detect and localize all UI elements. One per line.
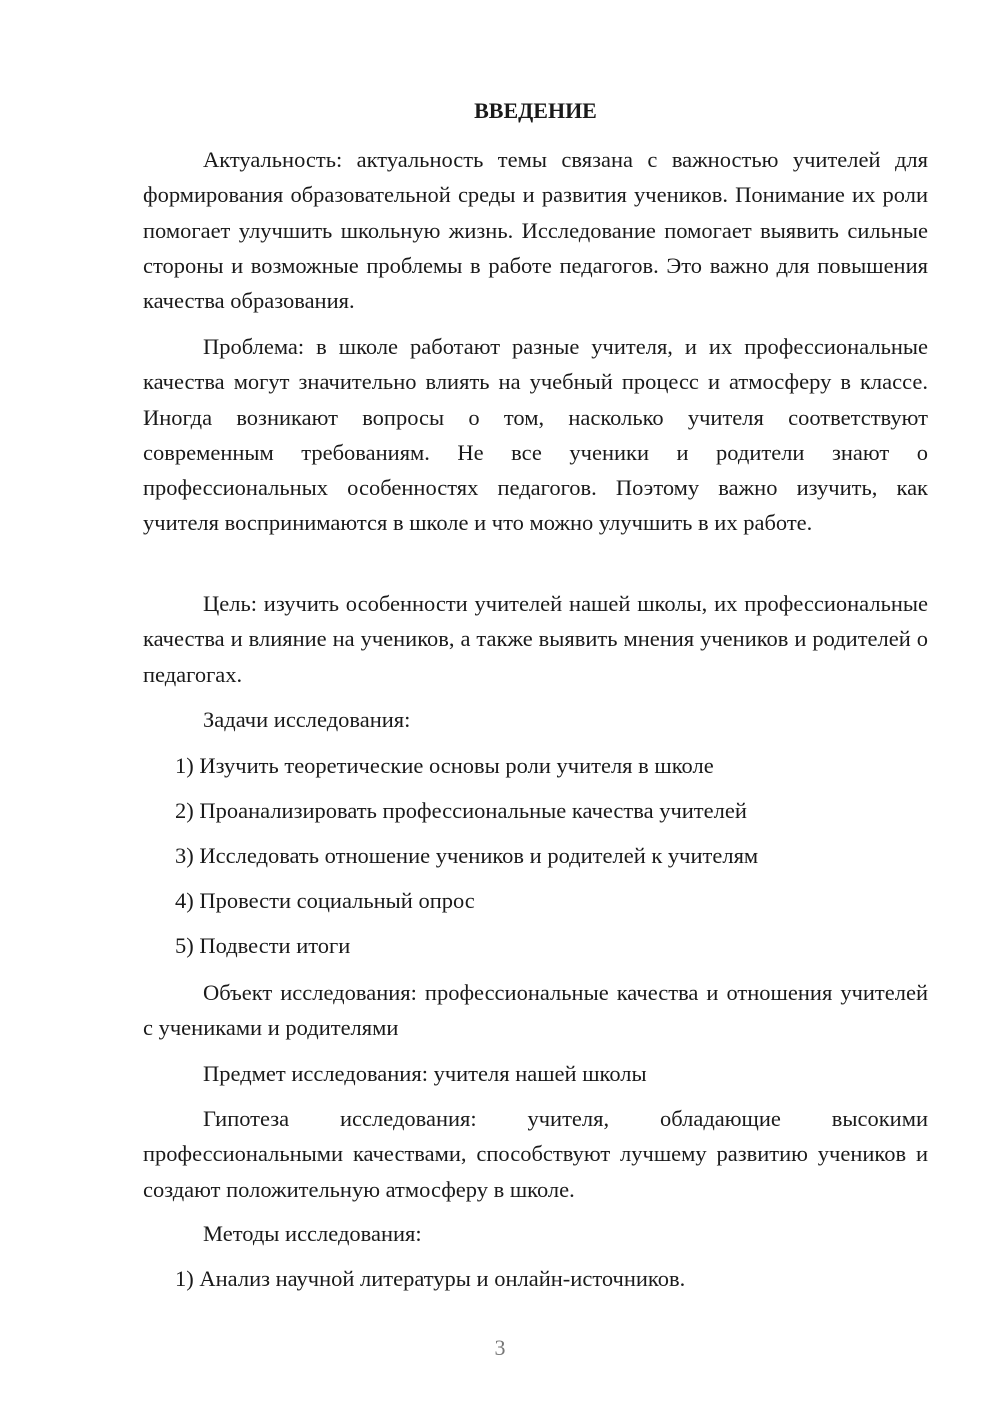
methods-title: Методы исследования: <box>203 1221 422 1246</box>
page-number: 3 <box>494 1335 506 1360</box>
task-item: 3) Исследовать отношение учеников и родителей к учителям <box>175 843 759 868</box>
problem-paragraph: Проблема: в школе работают разные учителя, и их профессиональные качества могут значительно влиять на учебный процесс и атмосферу в классе. Иногда возникают вопросы о том, насколько учителя соответствуют современным требованиям. Не все ученики и родители знают о профессиональных особенностях педагогов. Поэтому важно изучить, как учителя воспринимаются в школе и что можно улучшить в их работе. <box>143 334 928 536</box>
subject-paragraph: Предмет исследования: учителя нашей школы <box>203 1061 647 1086</box>
task-item: 4) Провести социальный опрос <box>175 888 475 913</box>
task-item: 2) Проанализировать профессиональные качества учителей <box>175 798 747 823</box>
task-item: 1) Изучить теоретические основы роли учителя в школе <box>175 753 714 778</box>
section-heading: ВВЕДЕНИЕ <box>474 98 597 123</box>
tasks-title: Задачи исследования: <box>203 707 411 732</box>
goal-paragraph: Цель: изучить особенности учителей нашей школы, их профессиональные качества и влияние на учеников, а также выявить мнения учеников и родителей о педагогах. <box>143 591 928 687</box>
task-item: 5) Подвести итоги <box>175 933 351 958</box>
relevance-paragraph: Актуальность: актуальность темы связана с важностью учителей для формирования образовательной среды и развития учеников. Понимание их роли помогает улучшить школьную жизнь. Исследование помогает выявить сильные стороны и возможные проблемы в работе педагогов. Это важно для повышения качества образования. <box>143 147 928 314</box>
hypothesis-paragraph: Гипотеза исследования: учителя, обладающие высокими профессиональными качествами, способствуют лучшему развитию учеников и создают положительную атмосферу в школе. <box>143 1106 928 1202</box>
object-paragraph: Объект исследования: профессиональные качества и отношения учителей с учениками и родителями <box>143 980 928 1041</box>
method-item: 1) Анализ научной литературы и онлайн-источников. <box>175 1266 686 1291</box>
